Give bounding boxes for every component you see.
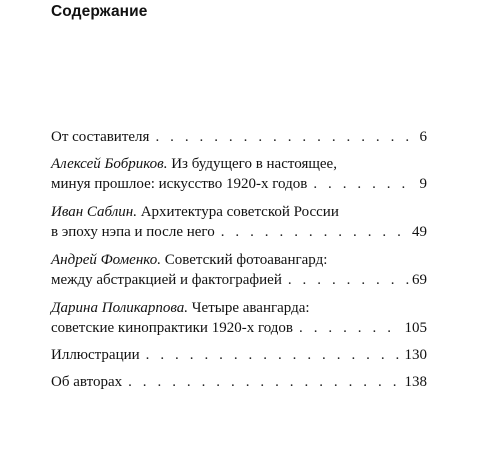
toc-entry-author: Иван Саблин. [51,204,137,220]
dot-leader [146,345,402,365]
toc-entry-line [51,154,427,174]
toc-entry-line [51,222,427,242]
toc-page-number: 9 [419,176,427,192]
dot-leader [313,174,416,194]
toc-entry-line [51,202,427,222]
toc-page-number: 130 [404,347,427,363]
toc-entry-about-authors[interactable] [51,372,427,392]
toc-entry-title: Из будущего в настоящее, [171,156,337,172]
toc-entry-line [51,250,427,270]
toc-entry-title: между абстракцией и фактографией [51,272,282,288]
toc-entry-title: в эпоху нэпа и после него [51,224,215,240]
dot-leader [288,270,409,290]
toc-page-number: 69 [412,272,427,288]
toc-entry-title: советские кинопрактики 1920-х годов [51,320,293,336]
toc-entry-polikarpova[interactable] [51,298,427,338]
toc-entry-line [51,270,427,290]
dot-leader [299,318,402,338]
dot-leader [155,127,416,147]
toc-entry-from-editor[interactable] [51,127,427,147]
page-title: Содержание [51,3,148,20]
toc-entry-author: Дарина Поликарпова. [51,300,189,316]
toc-entry-sablin[interactable] [51,202,427,242]
toc-entry-title: минуя прошлое: искусство 1920-х годов [51,176,308,192]
toc-entry-line [51,174,427,194]
toc-entry-title: Четыре авангарда: [191,300,310,316]
toc-entry-author: Алексей Бобриков. [51,156,168,172]
toc-entry-title: Советский фотоавангард: [164,252,328,268]
dot-leader [221,222,409,242]
dot-leader [128,372,401,392]
toc-entry-author: Андрей Фоменко. [51,252,161,268]
toc-entry-line [51,372,427,392]
toc-entry-title: Архитектура советской России [140,204,339,220]
toc-page-number: 49 [412,224,427,240]
toc-entry-line [51,298,427,318]
toc-page-number: 6 [419,129,427,145]
toc-entry-title: От составителя [51,129,150,145]
toc-entry-title: Иллюстрации [51,347,140,363]
toc-entry-line [51,345,427,365]
toc-entry-bobrikov[interactable] [51,154,427,194]
toc-entry-line [51,127,427,147]
toc-entry-line [51,318,427,338]
toc-entry-illustrations[interactable] [51,345,427,365]
table-of-contents [51,127,427,399]
toc-entry-title: Об авторах [51,374,123,390]
toc-page-number: 138 [404,374,427,390]
toc-entry-fomenko[interactable] [51,250,427,290]
toc-page-number: 105 [404,320,427,336]
